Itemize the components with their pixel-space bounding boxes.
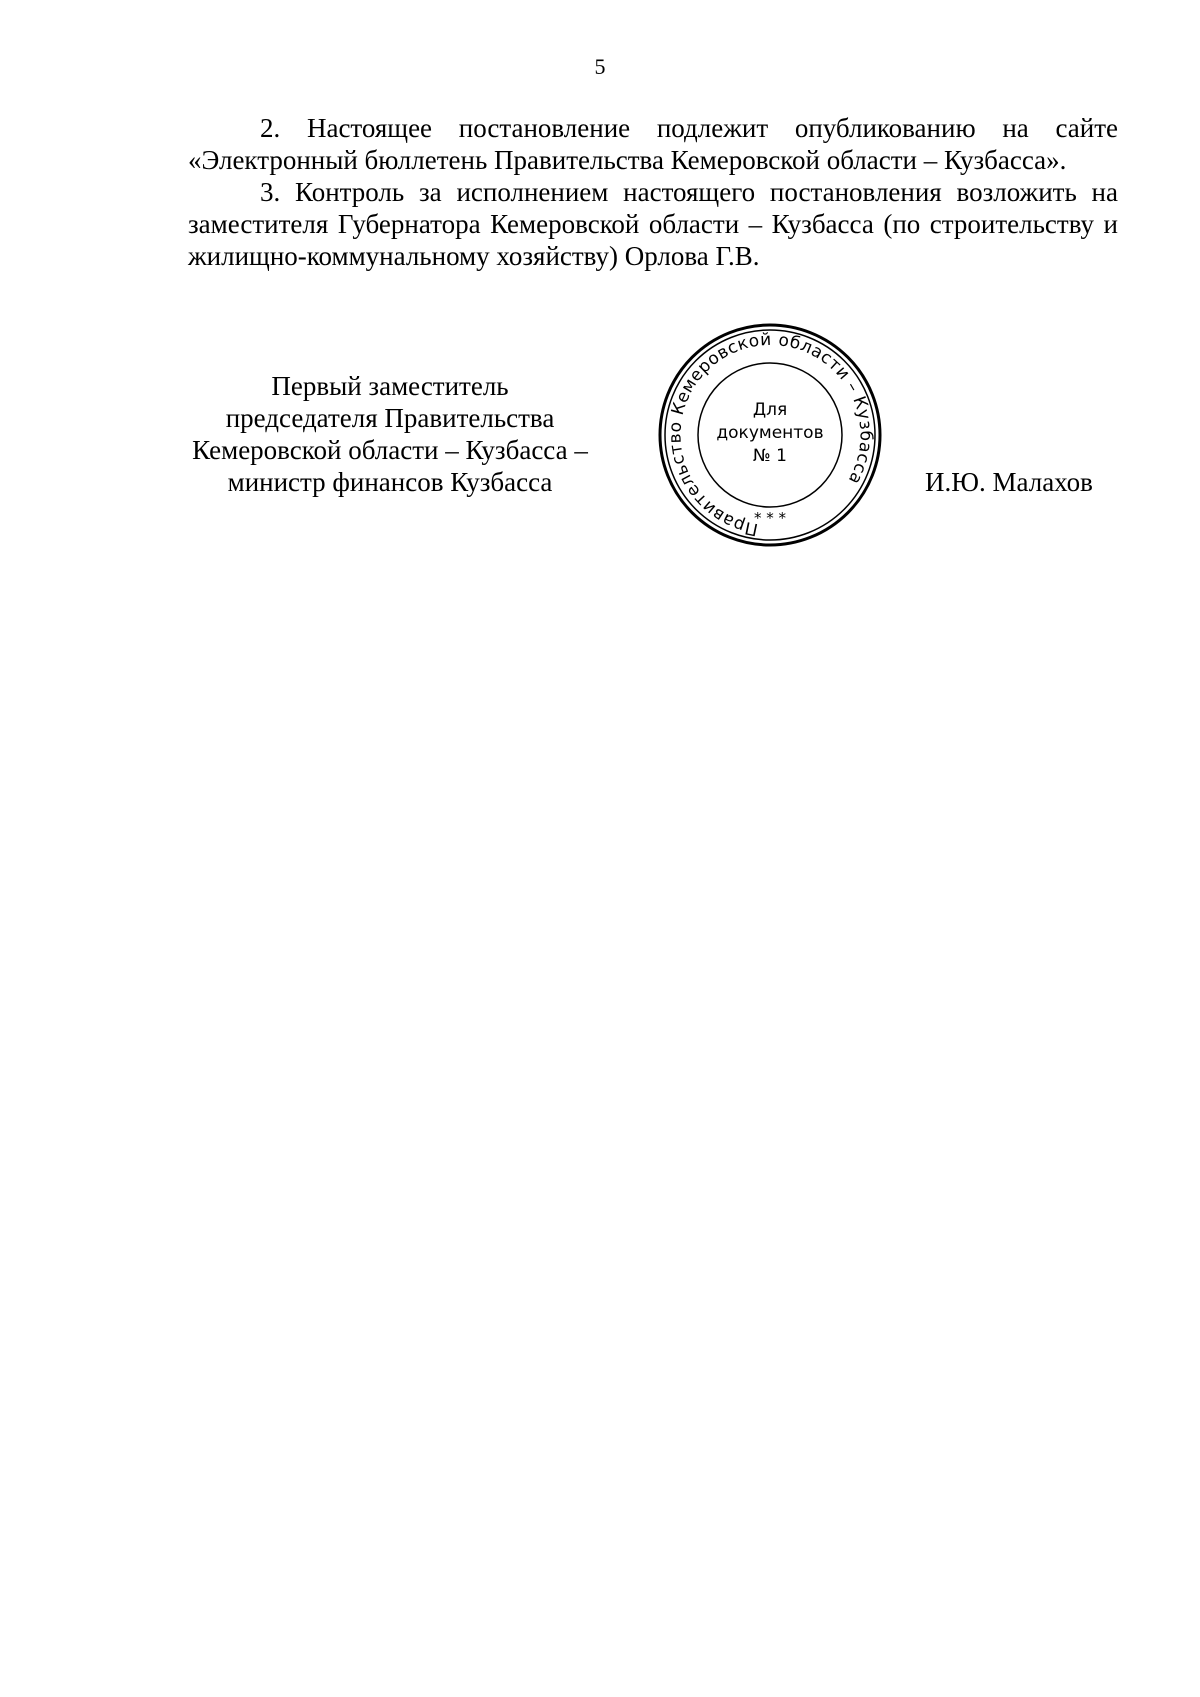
body-text [188,112,1118,272]
signer-name: И.Ю. Малахов [925,467,1093,497]
official-stamp-seal [655,320,885,550]
signature-title-line: Кемеровской области – Кузбасса – [192,435,588,465]
signature-title-line: председателя Правительства [225,403,555,433]
paragraph-control: 3. Контроль за исполнением настоящего постановления возложить на заместителя Губернатора Кемеровской области – Кузбасса (по строительству и жилищно-коммунальному хозяйству) Орлова Г.В. [188,177,1118,271]
paragraph-publication: 2. Настоящее постановление подлежит опубликованию на сайте «Электронный бюллетень Правительства Кемеровской области – Кузбасса». [188,113,1118,175]
stamp-center-line: № 1 [753,446,787,466]
stamp-ring-textpath: Правительство Кемеровской области – Кузбасса [665,329,876,540]
stamp-center-line: Для [752,400,788,420]
signature-title-line: Первый заместитель [271,371,509,401]
signature-title-block [170,370,610,498]
page-number: 5 [594,54,606,79]
stamp-stars: * * * [753,509,787,527]
signature-title-line: министр финансов Кузбасса [227,467,553,497]
stamp-center-line: документов [716,423,824,443]
